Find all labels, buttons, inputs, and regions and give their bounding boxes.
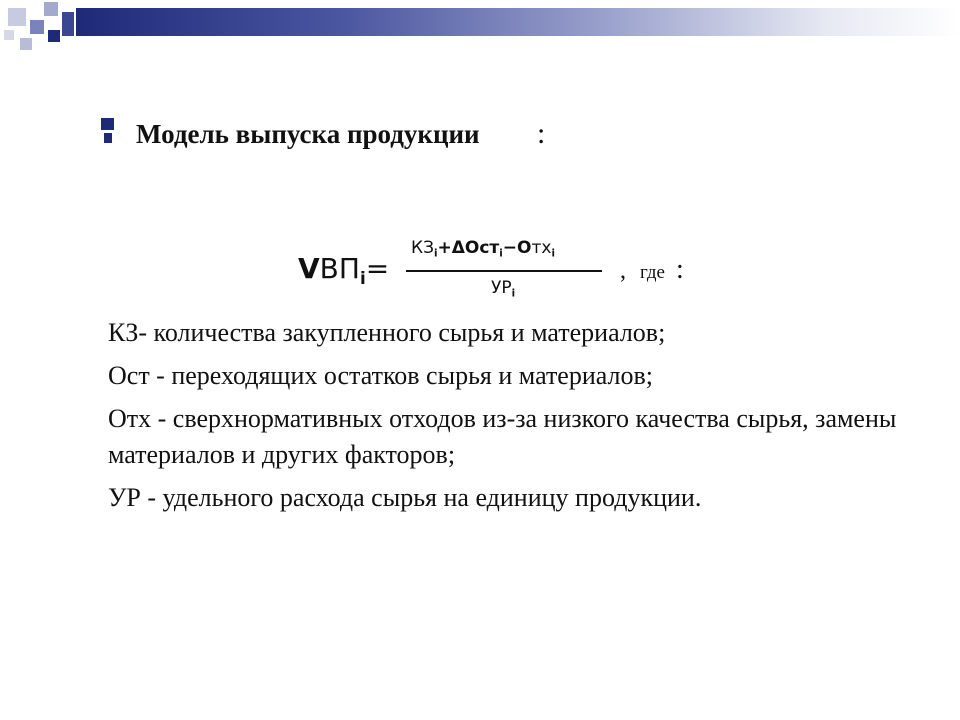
num-ost: +ΔОст	[437, 238, 500, 258]
num-tx: тх	[531, 238, 552, 258]
deco-square	[20, 38, 32, 50]
deco-square	[48, 30, 60, 42]
num-kz: КЗ	[411, 238, 434, 258]
deco-square	[4, 30, 14, 40]
top-gradient-bar	[76, 8, 960, 36]
formula-lhs-v: V	[298, 252, 320, 285]
deco-square	[30, 20, 44, 34]
definition-ur: УР - удельного расхода сырья на единицу продукции.	[108, 483, 702, 512]
deco-square	[44, 2, 58, 16]
num-ost-sub: i	[499, 248, 503, 260]
where-label: где	[640, 262, 665, 283]
formula-lhs	[298, 252, 389, 288]
den-ur: УР	[491, 278, 512, 298]
definitions-list	[108, 315, 908, 523]
formula-equals: =	[365, 252, 390, 285]
num-otx-sub: i	[551, 248, 555, 260]
slide-heading: Модель выпуска продукции	[136, 119, 480, 149]
num-o: О	[517, 238, 532, 258]
definition-kz: КЗ- количества закупленного сырья и материалов;	[108, 318, 666, 347]
formula-lhs-vp: ВП	[319, 252, 360, 285]
fraction-line	[406, 270, 602, 272]
formula-numerator	[411, 238, 555, 260]
formula-denominator	[491, 278, 515, 300]
header-decoration	[0, 0, 960, 60]
deco-square	[8, 8, 26, 26]
definition-otx: Отх - сверхнормативных отходов из-за низкого качества сырья, замены материалов и других факторов;	[108, 404, 897, 469]
num-kz-sub: i	[433, 248, 438, 260]
heading-colon: :	[537, 117, 546, 150]
deco-square	[62, 12, 74, 36]
formula-comma: ,	[620, 258, 626, 284]
definition-ost: Ост - переходящих остатков сырья и материалов;	[108, 361, 653, 390]
bullet-icon	[100, 118, 116, 144]
den-sub: i	[511, 288, 516, 300]
where-colon: :	[676, 254, 684, 285]
formula-lhs-sub: i	[359, 267, 366, 288]
num-minus: −	[502, 238, 518, 258]
